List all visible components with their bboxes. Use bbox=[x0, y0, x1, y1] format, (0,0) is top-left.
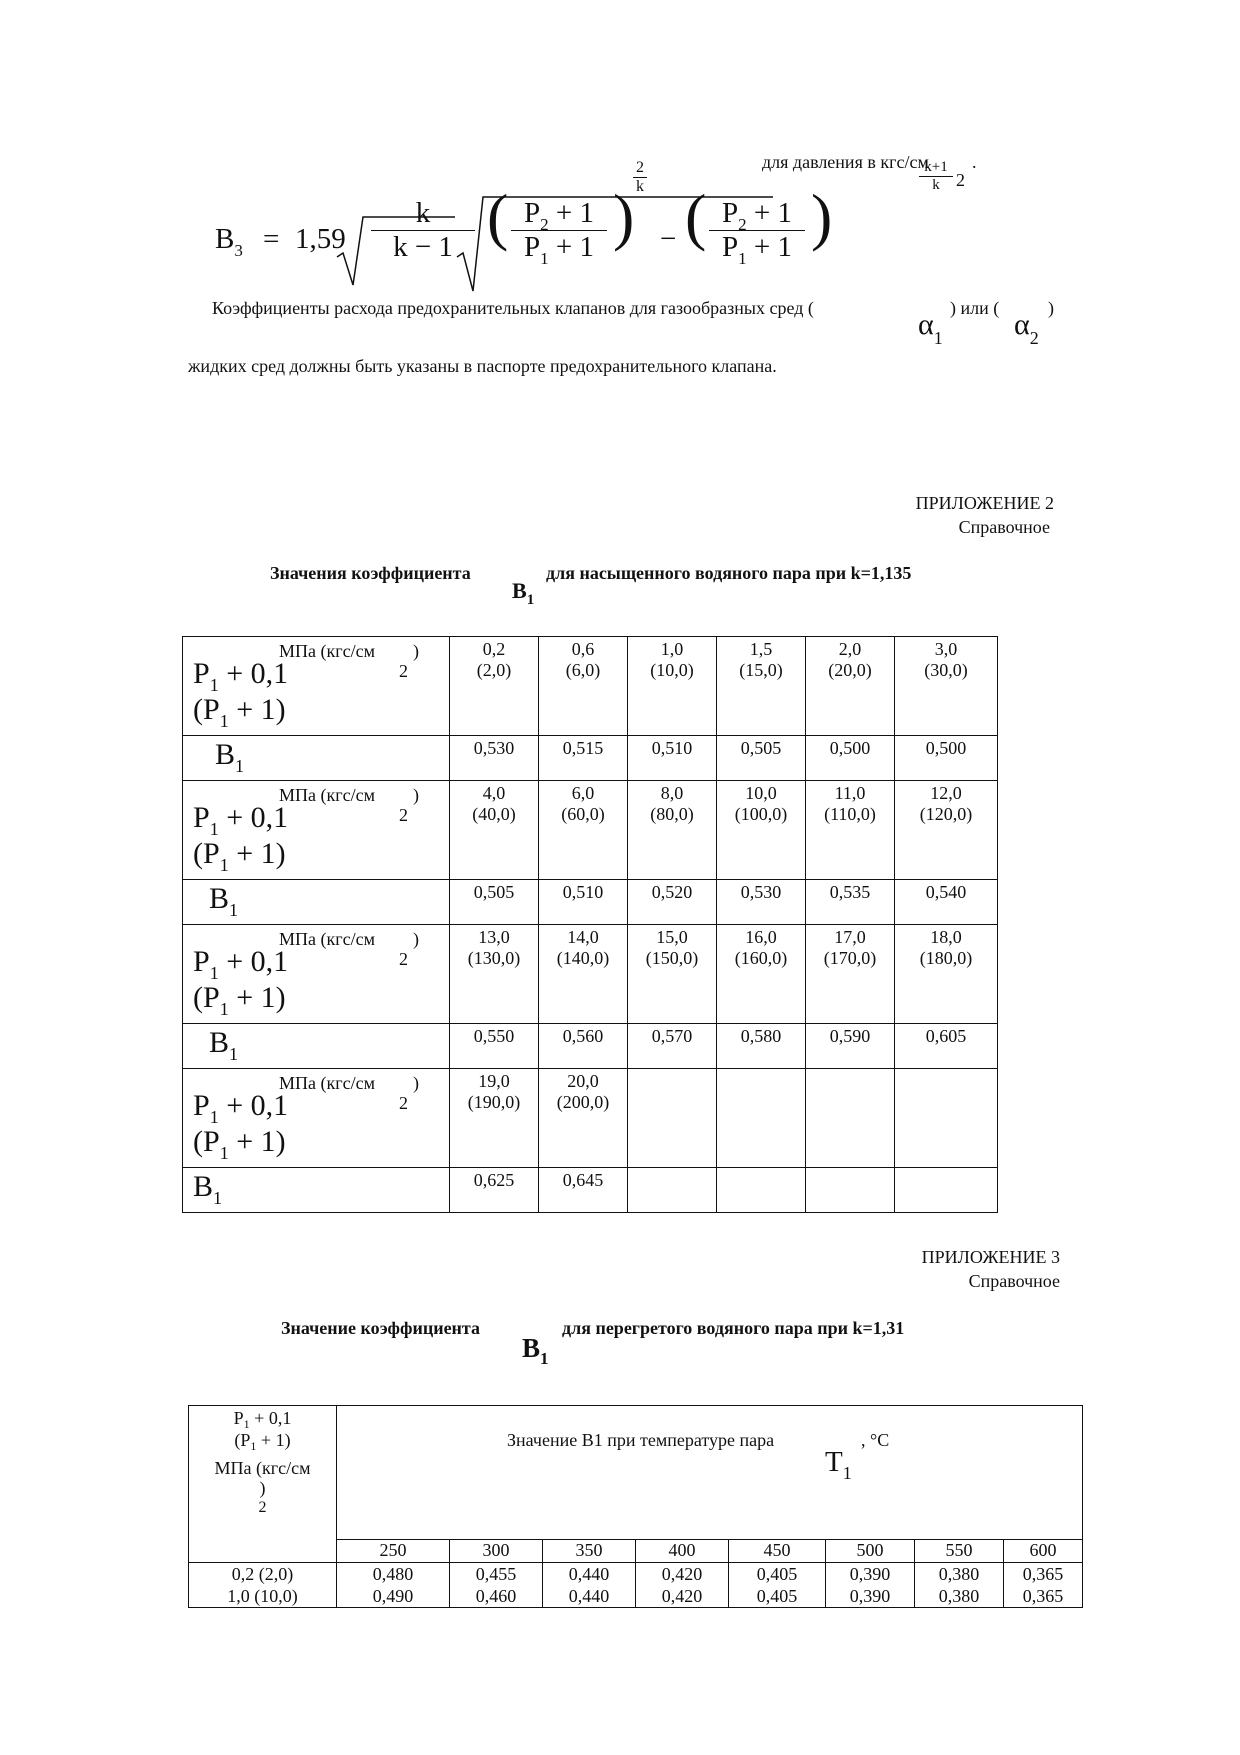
value-row bbox=[189, 1563, 1083, 1586]
pressure-row bbox=[183, 637, 998, 736]
fraction-k-num: k bbox=[371, 197, 475, 231]
coefficient-row bbox=[183, 736, 998, 781]
pressure-kgf: (180,0) bbox=[919, 948, 973, 968]
coefficient-cell: 0,510 bbox=[628, 736, 717, 781]
pressure-mpa: 17,0 bbox=[834, 927, 866, 947]
paragraph-or: ) или ( bbox=[950, 298, 1000, 318]
pressure-cell bbox=[717, 781, 806, 880]
unit-label: МПа (кгс/см bbox=[279, 785, 375, 805]
pressure-kgf: (170,0) bbox=[823, 948, 877, 968]
appendix-2-heading-a: Значения коэффициента bbox=[270, 563, 471, 583]
pressure-cell bbox=[717, 925, 806, 1024]
formula-equals: = bbox=[263, 223, 280, 255]
coefficient-cell: 0,390 bbox=[826, 1585, 915, 1608]
unit-label: МПа (кгс/см bbox=[279, 1073, 375, 1093]
pressure-cell bbox=[806, 925, 895, 1024]
unit-close: ) bbox=[413, 929, 419, 949]
value-row bbox=[189, 1585, 1083, 1608]
coefficient-cell: 0,380 bbox=[915, 1563, 1004, 1586]
appendix-3-heading-a: Значение коэффициента bbox=[281, 1318, 480, 1338]
p1-plus-1: $(P_1 + 1)$ bbox=[193, 693, 286, 731]
coefficient-cell: 0,420 bbox=[636, 1563, 729, 1586]
pressure-cell bbox=[628, 781, 717, 880]
formula-minus: − bbox=[660, 223, 677, 255]
corner-unit-close: ) bbox=[259, 1478, 266, 1498]
coefficient-cell: 0,380 bbox=[915, 1585, 1004, 1608]
pressure-cell bbox=[806, 1069, 895, 1168]
paragraph-line-2: жидких сред должны быть указаны в паспорте предохранительного клапана. bbox=[188, 356, 777, 376]
pressure-cell bbox=[895, 925, 998, 1024]
unit-close: ) bbox=[413, 1073, 419, 1093]
pressure-kgf: (130,0) bbox=[467, 948, 521, 968]
pressure-cell bbox=[628, 925, 717, 1024]
pressure-mpa: 13,0 bbox=[478, 927, 510, 947]
pressure-row bbox=[183, 781, 998, 880]
corner-unit-sup: 2 bbox=[258, 1499, 267, 1516]
unit-close: ) bbox=[413, 641, 419, 661]
p1-plus-01: $P_1 + 0,1$ bbox=[193, 801, 289, 839]
alpha-2: $\alpha_2$ bbox=[1014, 308, 1039, 348]
coefficient-cell bbox=[806, 1168, 895, 1213]
pressure-kgf: (15,0) bbox=[739, 660, 783, 680]
unit-sup: 2 bbox=[399, 1093, 408, 1113]
unit-label: МПа (кгс/см bbox=[279, 929, 375, 949]
paragraph-line-1: Коэффициенты расхода предохранительных клапанов для газообразных сред ( bbox=[212, 298, 814, 318]
coefficient-label-cell bbox=[183, 736, 450, 781]
temperature-cell: 300 bbox=[450, 1539, 543, 1562]
paren-close-2: ) bbox=[811, 181, 833, 252]
pressure-cell bbox=[717, 1069, 806, 1168]
coefficient-label-cell bbox=[183, 880, 450, 925]
coefficient-cell: 0,625 bbox=[450, 1168, 539, 1213]
appendix-3-title: ПРИЛОЖЕНИЕ 3 bbox=[921, 1247, 1060, 1267]
p1-plus-1: $(P_1 + 1)$ bbox=[193, 1125, 286, 1163]
temperature-cell: 450 bbox=[729, 1539, 826, 1562]
pressure-kgf: (20,0) bbox=[828, 660, 872, 680]
pressure-mpa: 1,5 bbox=[749, 639, 773, 659]
paren-open-1: ( bbox=[487, 181, 509, 252]
coefficient-cell: 0,515 bbox=[539, 736, 628, 781]
pressure-mpa: 1,0 bbox=[660, 639, 684, 659]
p1-plus-1: $(P_1 + 1)$ bbox=[193, 837, 286, 875]
coefficient-cell: 0,530 bbox=[450, 736, 539, 781]
unit-label: МПа (кгс/см bbox=[279, 641, 375, 661]
pressure-kgf: (160,0) bbox=[734, 948, 788, 968]
temperature-cell: 550 bbox=[915, 1539, 1004, 1562]
pressure-cell bbox=[895, 1069, 998, 1168]
pressure-cell bbox=[806, 781, 895, 880]
alpha-1: $\alpha_1$ bbox=[918, 308, 943, 348]
pressure-mpa: 4,0 bbox=[482, 783, 506, 803]
pressure-cell bbox=[895, 781, 998, 880]
coefficient-cell: 0,440 bbox=[543, 1585, 636, 1608]
header-symbol: $T_1$ bbox=[825, 1446, 852, 1483]
fraction-p-1-num: $P_2 + 1$ bbox=[511, 197, 607, 231]
exponent-1: 2 k bbox=[633, 159, 647, 196]
pressure-kgf: (2,0) bbox=[476, 660, 512, 680]
coefficient-cell: 0,440 bbox=[543, 1563, 636, 1586]
formula-lhs bbox=[215, 223, 243, 260]
pressure-cell bbox=[450, 781, 539, 880]
coefficient-cell bbox=[895, 1168, 998, 1213]
coefficient-cell: 0,390 bbox=[826, 1563, 915, 1586]
pressure-label-cell: 1,0 (10,0) bbox=[189, 1585, 337, 1608]
corner-cell bbox=[189, 1406, 337, 1563]
fraction-p-2-den: $P_1 + 1$ bbox=[722, 231, 792, 268]
table-superheated-steam bbox=[188, 1405, 1083, 1608]
coefficient-cell: 0,605 bbox=[895, 1024, 998, 1069]
coefficient-cell: 0,505 bbox=[450, 880, 539, 925]
pressure-label-cell bbox=[183, 1069, 450, 1168]
appendix-2-heading-b: для насыщенного водяного пара при k=1,135 bbox=[546, 563, 912, 583]
b1-symbol: $B_1$ bbox=[215, 738, 245, 776]
pressure-cell bbox=[539, 1069, 628, 1168]
pressure-cell bbox=[539, 637, 628, 736]
p1-plus-01: $P_1 + 0,1$ bbox=[193, 657, 289, 695]
exponent-2: k+1 k bbox=[919, 159, 953, 194]
pressure-mpa: 14,0 bbox=[567, 927, 599, 947]
coefficient-cell: 0,405 bbox=[729, 1585, 826, 1608]
header-text: Значение B1 при температуре пара bbox=[507, 1430, 775, 1450]
corner-p2: $(P_1 + 1)$ bbox=[234, 1430, 291, 1453]
fraction-p-2 bbox=[705, 197, 809, 268]
pressure-mpa: 20,0 bbox=[567, 1071, 599, 1091]
pressure-mpa: 3,0 bbox=[934, 639, 958, 659]
pressure-mpa: 10,0 bbox=[745, 783, 777, 803]
coefficient-cell: 0,460 bbox=[450, 1585, 543, 1608]
coefficient-cell bbox=[628, 1168, 717, 1213]
temperature-cell: 400 bbox=[636, 1539, 729, 1562]
paren-close-1: ) bbox=[613, 181, 635, 252]
coefficient-label-cell bbox=[183, 1168, 450, 1213]
pressure-kgf: (200,0) bbox=[556, 1092, 610, 1112]
table-saturated-steam bbox=[182, 636, 998, 1213]
formula-note: для давления в кгс/см bbox=[762, 152, 929, 172]
pressure-mpa: 0,6 bbox=[571, 639, 595, 659]
paragraph-close: ) bbox=[1048, 298, 1054, 318]
unit-sup: 2 bbox=[399, 949, 408, 969]
coefficient-cell: 0,505 bbox=[717, 736, 806, 781]
temperature-cell: 500 bbox=[826, 1539, 915, 1562]
pressure-cell bbox=[450, 925, 539, 1024]
pressure-label-cell bbox=[183, 781, 450, 880]
paren-open-2: ( bbox=[685, 181, 707, 252]
pressure-mpa: 6,0 bbox=[571, 783, 595, 803]
pressure-label-cell: 0,2 (2,0) bbox=[189, 1563, 337, 1586]
appendix-3-heading-b: для перегретого водяного пара при k=1,31 bbox=[562, 1318, 905, 1338]
pressure-mpa: 18,0 bbox=[930, 927, 962, 947]
pressure-cell bbox=[628, 637, 717, 736]
pressure-label-cell bbox=[183, 925, 450, 1024]
coefficient-cell: 0,535 bbox=[806, 880, 895, 925]
formula-lhs-letter: B bbox=[215, 223, 235, 255]
appendix-3-heading-symbol: $B_1$ bbox=[522, 1333, 549, 1368]
appendix-3-subtitle: Справочное bbox=[968, 1271, 1060, 1291]
pressure-kgf: (110,0) bbox=[824, 804, 876, 824]
unit-close: ) bbox=[413, 785, 419, 805]
formula-lhs-sub: 3 bbox=[234, 241, 243, 260]
coefficient-cell: 0,530 bbox=[717, 880, 806, 925]
b1-symbol: $B_1$ bbox=[193, 1170, 223, 1208]
appendix-2-heading-symbol: $B_1$ bbox=[512, 578, 535, 608]
fraction-p-1 bbox=[507, 197, 611, 268]
formula-coef: 1,59 bbox=[295, 223, 346, 255]
pressure-cell bbox=[895, 637, 998, 736]
pressure-cell bbox=[539, 781, 628, 880]
pressure-mpa: 0,2 bbox=[482, 639, 506, 659]
pressure-cell bbox=[539, 925, 628, 1024]
pressure-cell bbox=[717, 637, 806, 736]
pressure-row bbox=[183, 1069, 998, 1168]
coefficient-cell: 0,500 bbox=[895, 736, 998, 781]
p1-plus-01: $P_1 + 0,1$ bbox=[193, 945, 289, 983]
temperature-cell: 600 bbox=[1004, 1539, 1083, 1562]
coefficient-cell: 0,420 bbox=[636, 1585, 729, 1608]
pressure-kgf: (6,0) bbox=[565, 660, 601, 680]
pressure-row bbox=[183, 925, 998, 1024]
coefficient-cell: 0,645 bbox=[539, 1168, 628, 1213]
coefficient-cell: 0,560 bbox=[539, 1024, 628, 1069]
appendix-2-title: ПРИЛОЖЕНИЕ 2 bbox=[915, 493, 1054, 513]
coefficient-cell bbox=[717, 1168, 806, 1213]
unit-sup: 2 bbox=[399, 805, 408, 825]
coefficient-cell: 0,510 bbox=[539, 880, 628, 925]
coefficient-cell: 0,365 bbox=[1004, 1585, 1083, 1608]
pressure-mpa: 2,0 bbox=[838, 639, 862, 659]
pressure-kgf: (190,0) bbox=[467, 1092, 521, 1112]
corner-p1: $P_1 + 0,1$ bbox=[233, 1408, 292, 1431]
coefficient-row bbox=[183, 1024, 998, 1069]
pressure-kgf: (60,0) bbox=[561, 804, 605, 824]
coefficient-cell: 0,540 bbox=[895, 880, 998, 925]
formula-note-sup: 2 bbox=[956, 170, 965, 190]
coefficient-cell: 0,405 bbox=[729, 1563, 826, 1586]
pressure-kgf: (140,0) bbox=[556, 948, 610, 968]
header-cell bbox=[337, 1406, 1083, 1540]
b1-symbol: $B_1$ bbox=[209, 882, 239, 920]
pressure-cell bbox=[450, 1069, 539, 1168]
pressure-mpa: 19,0 bbox=[478, 1071, 510, 1091]
coefficient-cell: 0,365 bbox=[1004, 1563, 1083, 1586]
pressure-kgf: (30,0) bbox=[924, 660, 968, 680]
pressure-kgf: (10,0) bbox=[650, 660, 694, 680]
coefficient-cell: 0,590 bbox=[806, 1024, 895, 1069]
pressure-cell bbox=[450, 637, 539, 736]
pressure-mpa: 16,0 bbox=[745, 927, 777, 947]
pressure-kgf: (80,0) bbox=[650, 804, 694, 824]
pressure-cell bbox=[806, 637, 895, 736]
fraction-k bbox=[363, 197, 483, 264]
appendix-2-subtitle: Справочное bbox=[958, 517, 1050, 537]
temperature-cell: 250 bbox=[337, 1539, 450, 1562]
coefficient-cell: 0,490 bbox=[337, 1585, 450, 1608]
pressure-kgf: (150,0) bbox=[645, 948, 699, 968]
p1-plus-1: $(P_1 + 1)$ bbox=[193, 981, 286, 1019]
coefficient-cell: 0,550 bbox=[450, 1024, 539, 1069]
fraction-k-den: k − 1 bbox=[393, 231, 453, 263]
b1-symbol: $B_1$ bbox=[209, 1026, 239, 1064]
formula-note-dot: . bbox=[972, 152, 977, 172]
pressure-kgf: (40,0) bbox=[472, 804, 516, 824]
pressure-kgf: (120,0) bbox=[919, 804, 973, 824]
corner-unit: МПа (кгс/см bbox=[214, 1458, 311, 1478]
pressure-mpa: 11,0 bbox=[834, 783, 866, 803]
pressure-mpa: 8,0 bbox=[660, 783, 684, 803]
pressure-label-cell bbox=[183, 637, 450, 736]
pressure-cell bbox=[628, 1069, 717, 1168]
fraction-p-1-den: $P_1 + 1$ bbox=[524, 231, 594, 268]
p1-plus-01: $P_1 + 0,1$ bbox=[193, 1089, 289, 1127]
unit-sup: 2 bbox=[399, 661, 408, 681]
coefficient-row bbox=[183, 1168, 998, 1213]
pressure-mpa: 15,0 bbox=[656, 927, 688, 947]
coefficient-cell: 0,580 bbox=[717, 1024, 806, 1069]
fraction-p-2-num: $P_2 + 1$ bbox=[709, 197, 805, 231]
coefficient-cell: 0,570 bbox=[628, 1024, 717, 1069]
pressure-mpa: 12,0 bbox=[930, 783, 962, 803]
coefficient-label-cell bbox=[183, 1024, 450, 1069]
coefficient-cell: 0,500 bbox=[806, 736, 895, 781]
pressure-kgf: (100,0) bbox=[734, 804, 788, 824]
temperature-cell: 350 bbox=[543, 1539, 636, 1562]
coefficient-cell: 0,455 bbox=[450, 1563, 543, 1586]
coefficient-cell: 0,480 bbox=[337, 1563, 450, 1586]
header-unit: , °C bbox=[861, 1430, 890, 1450]
coefficient-row bbox=[183, 880, 998, 925]
coefficient-cell: 0,520 bbox=[628, 880, 717, 925]
